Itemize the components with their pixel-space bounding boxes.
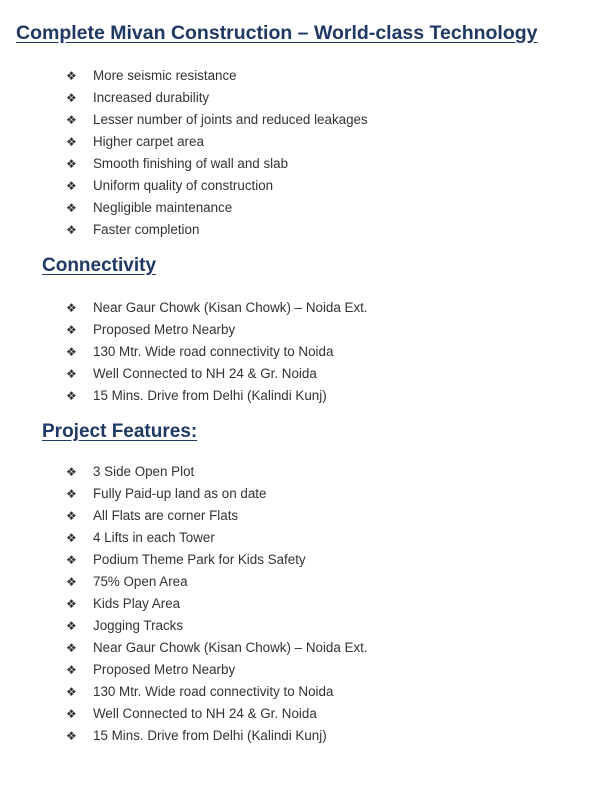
diamond-bullet-icon: ❖ xyxy=(66,619,77,633)
list-item-text: 75% Open Area xyxy=(93,574,188,589)
diamond-bullet-icon: ❖ xyxy=(66,597,77,611)
list-item xyxy=(66,131,368,153)
diamond-bullet-icon: ❖ xyxy=(66,663,77,677)
diamond-bullet-icon: ❖ xyxy=(66,465,77,479)
diamond-bullet-icon: ❖ xyxy=(66,367,77,381)
list-item xyxy=(66,483,368,505)
list-item xyxy=(66,153,368,175)
list-item xyxy=(66,725,368,747)
list-item xyxy=(66,385,368,407)
list-item xyxy=(66,703,368,725)
diamond-bullet-icon: ❖ xyxy=(66,345,77,359)
list-item-text: Higher carpet area xyxy=(93,134,204,149)
page-title: Complete Mivan Construction – World-class Technology xyxy=(16,22,538,44)
list-item-text: 15 Mins. Drive from Delhi (Kalindi Kunj) xyxy=(93,728,327,743)
diamond-bullet-icon: ❖ xyxy=(66,201,77,215)
list-item-text: Uniform quality of construction xyxy=(93,178,274,193)
diamond-bullet-icon: ❖ xyxy=(66,575,77,589)
list-item-text: Kids Play Area xyxy=(93,596,181,611)
list-item-text: Proposed Metro Nearby xyxy=(93,662,236,677)
diamond-bullet-icon: ❖ xyxy=(66,135,77,149)
mivan-benefits-list xyxy=(66,65,368,241)
diamond-bullet-icon: ❖ xyxy=(66,553,77,567)
list-item-text: Well Connected to NH 24 & Gr. Noida xyxy=(93,366,317,381)
diamond-bullet-icon: ❖ xyxy=(66,223,77,237)
list-item-text: 4 Lifts in each Tower xyxy=(93,530,215,545)
connectivity-heading: Connectivity xyxy=(42,255,157,276)
list-item xyxy=(66,363,368,385)
list-item xyxy=(66,637,368,659)
list-item-text: Jogging Tracks xyxy=(93,618,184,633)
list-item xyxy=(66,197,368,219)
list-item-text: 3 Side Open Plot xyxy=(93,464,195,479)
diamond-bullet-icon: ❖ xyxy=(66,113,77,127)
diamond-bullet-icon: ❖ xyxy=(66,685,77,699)
list-item-text: Fully Paid-up land as on date xyxy=(93,486,267,501)
diamond-bullet-icon: ❖ xyxy=(66,301,77,315)
list-item-text: 130 Mtr. Wide road connectivity to Noida xyxy=(93,684,334,699)
list-item-text: Increased durability xyxy=(93,90,210,105)
diamond-bullet-icon: ❖ xyxy=(66,509,77,523)
list-item xyxy=(66,615,368,637)
list-item-text: Lesser number of joints and reduced leakages xyxy=(93,112,368,127)
list-item xyxy=(66,87,368,109)
list-item xyxy=(66,219,368,241)
list-item-text: Near Gaur Chowk (Kisan Chowk) – Noida Ext. xyxy=(93,300,368,315)
connectivity-list xyxy=(66,297,368,407)
list-item xyxy=(66,65,368,87)
list-item-text: 130 Mtr. Wide road connectivity to Noida xyxy=(93,344,334,359)
diamond-bullet-icon: ❖ xyxy=(66,531,77,545)
list-item xyxy=(66,297,368,319)
list-item-text: Smooth finishing of wall and slab xyxy=(93,156,289,171)
list-item-text: All Flats are corner Flats xyxy=(93,508,239,523)
list-item-text: Proposed Metro Nearby xyxy=(93,322,236,337)
list-item xyxy=(66,319,368,341)
list-item-text: Faster completion xyxy=(93,222,200,237)
list-item-text: Negligible maintenance xyxy=(93,200,233,215)
list-item xyxy=(66,681,368,703)
list-item xyxy=(66,175,368,197)
list-item xyxy=(66,571,368,593)
diamond-bullet-icon: ❖ xyxy=(66,389,77,403)
list-item-text: More seismic resistance xyxy=(93,68,237,83)
list-item-text: Podium Theme Park for Kids Safety xyxy=(93,552,306,567)
diamond-bullet-icon: ❖ xyxy=(66,729,77,743)
list-item-text: Well Connected to NH 24 & Gr. Noida xyxy=(93,706,317,721)
diamond-bullet-icon: ❖ xyxy=(66,179,77,193)
list-item xyxy=(66,505,368,527)
list-item-text: Near Gaur Chowk (Kisan Chowk) – Noida Ext. xyxy=(93,640,368,655)
project-features-list xyxy=(66,461,368,747)
list-item xyxy=(66,549,368,571)
list-item xyxy=(66,109,368,131)
list-item xyxy=(66,341,368,363)
list-item xyxy=(66,593,368,615)
list-item xyxy=(66,527,368,549)
list-item-text: 15 Mins. Drive from Delhi (Kalindi Kunj) xyxy=(93,388,327,403)
diamond-bullet-icon: ❖ xyxy=(66,91,77,105)
project-features-heading: Project Features: xyxy=(42,421,198,442)
diamond-bullet-icon: ❖ xyxy=(66,323,77,337)
diamond-bullet-icon: ❖ xyxy=(66,641,77,655)
diamond-bullet-icon: ❖ xyxy=(66,487,77,501)
diamond-bullet-icon: ❖ xyxy=(66,707,77,721)
diamond-bullet-icon: ❖ xyxy=(66,69,77,83)
diamond-bullet-icon: ❖ xyxy=(66,157,77,171)
list-item xyxy=(66,659,368,681)
list-item xyxy=(66,461,368,483)
